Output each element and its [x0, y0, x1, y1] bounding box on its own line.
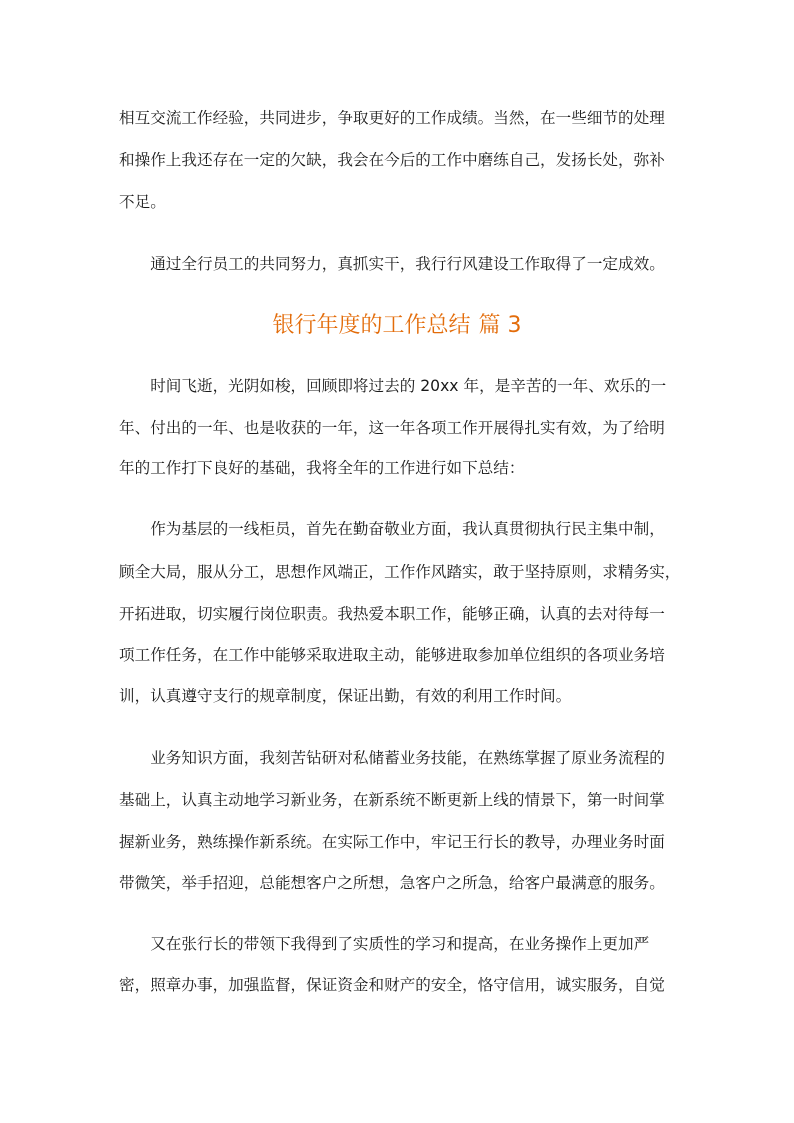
body-text-line: 开拓进取，切实履行岗位职责。我热爱本职工作，能够正确，认真的去对待每一	[119, 605, 665, 623]
body-text-line: 和操作上我还存在一定的欠缺，我会在今后的工作中磨练自己，发扬长处，弥补	[119, 151, 665, 169]
body-text-line: 项工作任务，在工作中能够采取进取主动，能够进取参加单位组织的各项业务培	[119, 646, 665, 664]
body-text-line: 年、付出的一年、也是收获的一年，这一年各项工作开展得扎实有效，为了给明	[119, 419, 665, 437]
body-text-line: 又在张行长的带领下我得到了实质性的学习和提高，在业务操作上更加严	[119, 935, 650, 953]
body-text-line: 密，照章办事，加强监督，保证资金和财产的安全，恪守信用，诚实服务，自觉	[119, 976, 665, 994]
body-text-line: 作为基层的一线柜员，首先在勤奋敬业方面，我认真贯彻执行民主集中制，	[119, 520, 665, 538]
section-title	[0, 311, 794, 341]
body-text-line: 不足。	[119, 193, 166, 211]
body-text-line: 顾全大局，服从分工，思想作风端正，工作作风踏实，敢于坚持原则，求精务实，	[119, 563, 681, 581]
section-title-text: 银行年度的工作总结	[272, 313, 471, 338]
body-text-line: 带微笑，举手招迎，总能想客户之所想，急客户之所急，给客户最满意的服务。	[119, 874, 665, 892]
body-text-line: 业务知识方面，我刻苦钻研对私储蓄业务技能，在熟练掌握了原业务流程的	[119, 749, 665, 767]
body-text-line: 相互交流工作经验，共同进步，争取更好的工作成绩。当然，在一些细节的处理	[119, 109, 665, 127]
body-text-line: 握新业务，熟练操作新系统。在实际工作中，牢记王行长的教导，办理业务时面	[119, 833, 665, 851]
body-text-line: 通过全行员工的共同努力，真抓实干，我行行风建设工作取得了一定成效。	[119, 255, 665, 273]
body-text-line: 基础上，认真主动地学习新业务，在新系统不断更新上线的情景下，第一时间掌	[119, 791, 665, 809]
section-title-part: 篇 3	[478, 313, 522, 338]
body-text-line: 年的工作打下良好的基础，我将全年的工作进行如下总结：	[119, 459, 525, 477]
body-text-line: 训，认真遵守支行的规章制度，保证出勤，有效的利用工作时间。	[119, 687, 572, 705]
body-text-line: 时间飞逝，光阴如梭，回顾即将过去的 20xx 年，是辛苦的一年、欢乐的一	[119, 377, 667, 395]
